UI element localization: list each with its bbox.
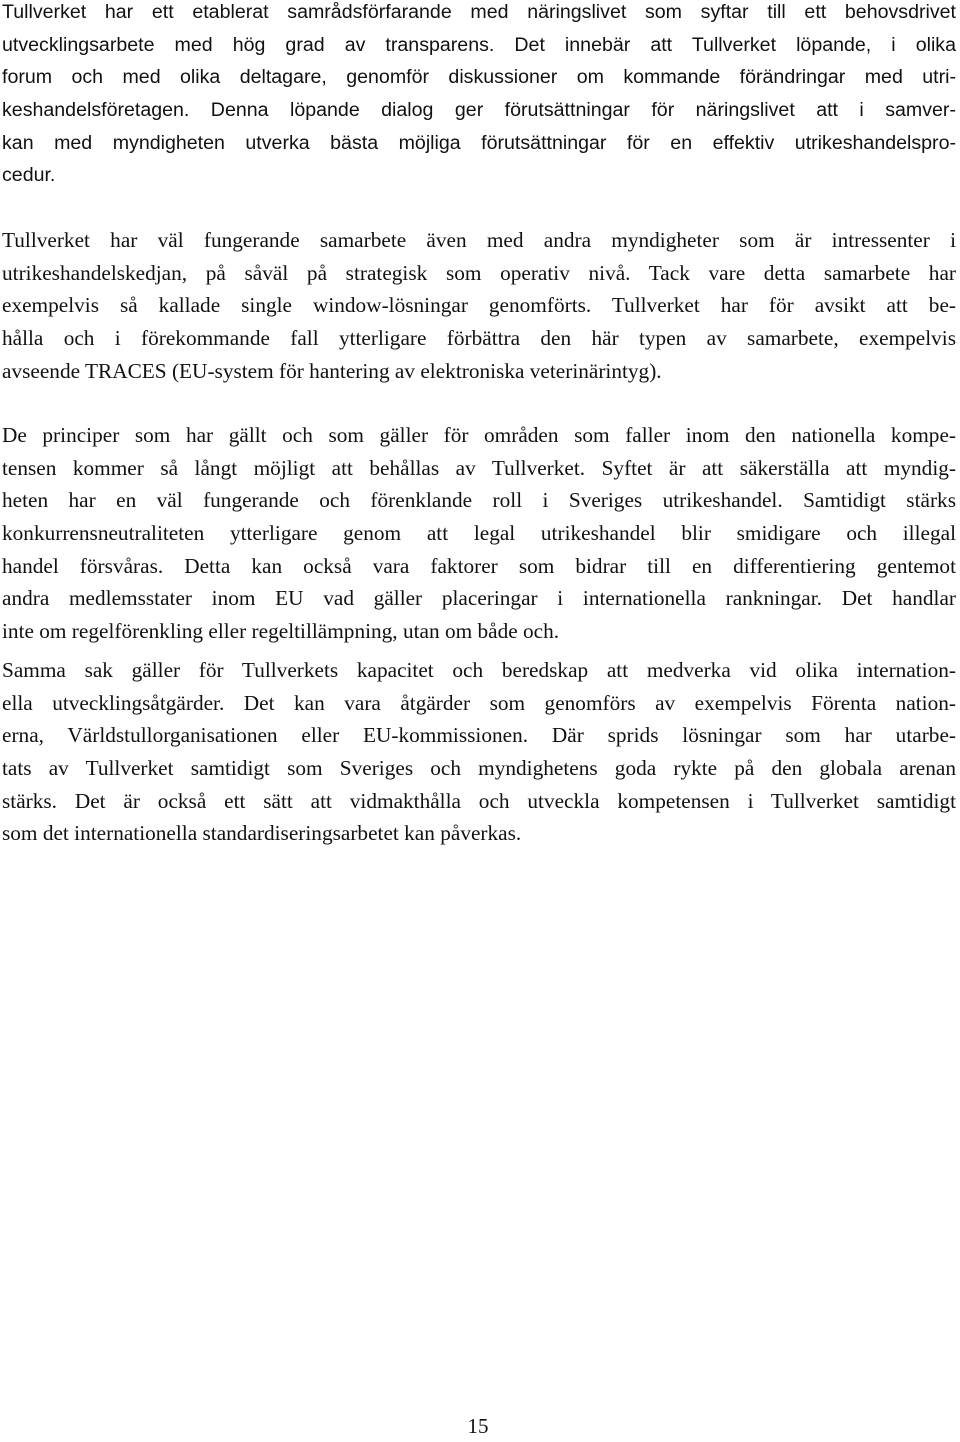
text-line: som det internationella standardiseringsarbetet kan påverkas. bbox=[2, 821, 522, 846]
text-line: hålla och i förekommande fall ytterligare förbättra den här typen av samarbete, exempelvis bbox=[2, 326, 956, 351]
text-line: tensen kommer så långt möjligt att behållas av Tullverket. Syftet är att säkerställa att myndig- bbox=[2, 455, 956, 480]
text-line: cedur. bbox=[2, 164, 56, 187]
text-line: exempelvis så kallade single window-lösningar genomförts. Tullverket har för avsikt att be- bbox=[2, 293, 956, 318]
paragraph-principer bbox=[2, 419, 956, 648]
paragraph-samrad bbox=[2, 0, 956, 192]
text-line: Tullverket har väl fungerande samarbete även med andra myndigheter som är intressenter i bbox=[2, 228, 956, 252]
text-line: kan med myndigheten utverka bästa möjliga förutsättningar för en effektiv utrikeshandelspro- bbox=[2, 131, 956, 154]
text-line: forum och med olika deltagare, genomför diskussioner om kommande förändringar med utri- bbox=[2, 66, 956, 89]
text-line: inte om regelförenkling eller regeltillämpning, utan om både och. bbox=[2, 619, 560, 644]
text-line: avseende TRACES (EU-system för hantering av elektroniska veterinärintyg). bbox=[2, 358, 662, 383]
text-line: tats av Tullverket samtidigt som Sveriges och myndighetens goda rykte på den globala arenan bbox=[2, 756, 956, 781]
text-line: erna, Världstullorganisationen eller EU-kommissionen. Där sprids lösningar som har utarbe- bbox=[2, 723, 956, 748]
text-line: utvecklingsarbete med hög grad av transparens. Det innebär att Tullverket löpande, i olika bbox=[2, 33, 956, 56]
text-line: handel försvåras. Detta kan också vara faktorer som bidrar till en differentiering gentemot bbox=[2, 553, 956, 578]
text-line: ella utvecklingsåtgärder. Det kan vara åtgärder som genomförs av exempelvis Förenta nation- bbox=[2, 690, 956, 715]
text-line: Samma sak gäller för Tullverkets kapacitet och beredskap att medverka vid olika internation- bbox=[2, 658, 956, 682]
text-line: De principer som har gällt och som gäller för områden som faller inom den nationella kompe- bbox=[2, 423, 956, 447]
text-line: Tullverket har ett etablerat samrådsförfarande med näringslivet som syftar till ett behovsdrivet bbox=[2, 1, 956, 23]
paragraph-myndighetssamarbete bbox=[2, 224, 956, 387]
text-line: konkurrensneutraliteten ytterligare genom att legal utrikeshandel blir smidigare och illegal bbox=[2, 521, 956, 546]
text-line: heten har en väl fungerande och förenklande roll i Sveriges utrikeshandel. Samtidigt stärks bbox=[2, 488, 956, 513]
text-line: stärks. Det är också ett sätt att vidmakthålla och utveckla kompetensen i Tullverket samtidigt bbox=[2, 788, 956, 813]
text-line: utrikeshandelskedjan, på såväl på strategisk som operativ nivå. Tack vare detta samarbete har bbox=[2, 260, 956, 285]
page-number: 15 bbox=[467, 1414, 489, 1438]
paragraph-internationell-kapacitet bbox=[2, 654, 956, 850]
text-line: keshandelsföretagen. Denna löpande dialog ger förutsättningar för näringslivet att i samver- bbox=[2, 99, 956, 122]
text-line: andra medlemsstater inom EU vad gäller placeringar i internationella rankningar. Det handlar bbox=[2, 586, 956, 611]
